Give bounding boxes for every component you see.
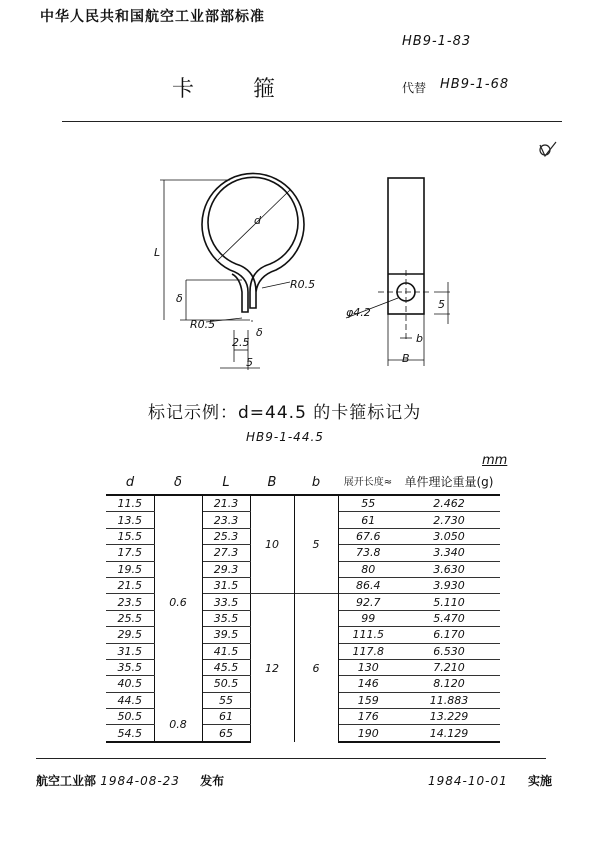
cell-weight: 2.462 bbox=[398, 495, 500, 512]
clamp-outer-outline bbox=[202, 173, 304, 308]
label-B: B bbox=[402, 352, 410, 365]
cell-length: 190 bbox=[338, 725, 398, 742]
cell-length: 61 bbox=[338, 512, 398, 528]
cell-weight: 6.530 bbox=[398, 643, 500, 659]
cell-d: 19.5 bbox=[106, 561, 154, 577]
label-2-5: 2.5 bbox=[232, 336, 250, 349]
cell-length: 130 bbox=[338, 659, 398, 675]
cell-d: 13.5 bbox=[106, 512, 154, 528]
header-delta: δ bbox=[154, 470, 202, 495]
cell-weight: 13.229 bbox=[398, 709, 500, 725]
effective-date: 1984-10-01 bbox=[428, 774, 508, 788]
cell-length: 73.8 bbox=[338, 545, 398, 561]
cell-L: 55 bbox=[202, 692, 250, 708]
cell-B-group: 10 bbox=[250, 495, 294, 594]
label-delta2: δ bbox=[256, 326, 263, 339]
cell-d: 35.5 bbox=[106, 659, 154, 675]
cell-b-group: 5 bbox=[294, 495, 338, 594]
footer-issue bbox=[36, 772, 224, 789]
label-d: d bbox=[254, 214, 261, 227]
cell-d: 23.5 bbox=[106, 594, 154, 610]
cell-L: 29.3 bbox=[202, 561, 250, 577]
header-weight: 单件理论重量(g) bbox=[398, 470, 500, 495]
header-L: L bbox=[202, 470, 250, 495]
effective-label: 实施 bbox=[527, 774, 552, 788]
label-L: L bbox=[154, 246, 161, 259]
cell-weight: 6.170 bbox=[398, 627, 500, 643]
cell-L: 23.3 bbox=[202, 512, 250, 528]
cell-weight: 5.470 bbox=[398, 610, 500, 626]
label-r2: R0.5 bbox=[190, 318, 216, 331]
cell-L: 45.5 bbox=[202, 659, 250, 675]
label-side5: 5 bbox=[438, 298, 445, 311]
label-hole: φ4.2 bbox=[346, 306, 371, 319]
cell-length: 92.7 bbox=[338, 594, 398, 610]
org-standard-heading: 中华人民共和国航空工业部部标准 bbox=[40, 9, 265, 25]
header-d: d bbox=[106, 470, 154, 495]
cell-length: 80 bbox=[338, 561, 398, 577]
marking-example-label: 标记示例：d=44.5 的卡箍标记为 bbox=[148, 403, 422, 423]
standard-number: HB9-1-83 bbox=[402, 34, 472, 49]
spec-table bbox=[106, 470, 500, 743]
cell-weight: 2.730 bbox=[398, 512, 500, 528]
cell-d: 29.5 bbox=[106, 627, 154, 643]
cell-L: 61 bbox=[202, 709, 250, 725]
replaces-label: 代替 bbox=[402, 81, 427, 95]
cell-L: 65 bbox=[202, 725, 250, 742]
cell-length: 86.4 bbox=[338, 577, 398, 593]
cell-weight: 11.883 bbox=[398, 692, 500, 708]
cell-L: 35.5 bbox=[202, 610, 250, 626]
cell-B-group: 12 bbox=[250, 594, 294, 742]
cell-weight: 5.110 bbox=[398, 594, 500, 610]
cell-L: 31.5 bbox=[202, 577, 250, 593]
header-rule bbox=[62, 121, 562, 122]
cell-d: 21.5 bbox=[106, 577, 154, 593]
issue-label: 发布 bbox=[200, 774, 225, 788]
header-unfolded-length: 展开长度≈ bbox=[338, 470, 398, 495]
cell-weight: 3.630 bbox=[398, 561, 500, 577]
cell-delta-group: 0.6 bbox=[154, 495, 202, 709]
cell-length: 111.5 bbox=[338, 627, 398, 643]
cell-d: 11.5 bbox=[106, 495, 154, 512]
header-b: b bbox=[294, 470, 338, 495]
cell-weight: 3.930 bbox=[398, 577, 500, 593]
cell-b-group: 6 bbox=[294, 594, 338, 742]
cell-d: 31.5 bbox=[106, 643, 154, 659]
cell-L: 50.5 bbox=[202, 676, 250, 692]
issue-date: 1984-08-23 bbox=[100, 774, 180, 788]
unit-label: mm bbox=[482, 453, 508, 468]
header-B: B bbox=[250, 470, 294, 495]
label-delta: δ bbox=[176, 292, 183, 305]
label-b: b bbox=[416, 332, 423, 345]
cell-length: 146 bbox=[338, 676, 398, 692]
cell-delta-group: 0.8 bbox=[154, 709, 202, 742]
cell-L: 39.5 bbox=[202, 627, 250, 643]
cell-d: 15.5 bbox=[106, 528, 154, 544]
replaces-code: HB9-1-68 bbox=[440, 77, 510, 92]
label-5: 5 bbox=[246, 356, 253, 369]
cell-L: 21.3 bbox=[202, 495, 250, 512]
cell-length: 176 bbox=[338, 709, 398, 725]
cell-d: 54.5 bbox=[106, 725, 154, 742]
cell-d: 44.5 bbox=[106, 692, 154, 708]
cell-d: 50.5 bbox=[106, 709, 154, 725]
footer-effective bbox=[428, 772, 552, 789]
label-r1: R0.5 bbox=[290, 278, 316, 291]
issuer: 航空工业部 bbox=[36, 774, 97, 788]
cell-weight: 14.129 bbox=[398, 725, 500, 742]
cell-L: 41.5 bbox=[202, 643, 250, 659]
cell-length: 55 bbox=[338, 495, 398, 512]
cell-L: 25.3 bbox=[202, 528, 250, 544]
footer-rule bbox=[36, 758, 546, 759]
cell-length: 99 bbox=[338, 610, 398, 626]
cell-length: 67.6 bbox=[338, 528, 398, 544]
clamp-drawing bbox=[150, 170, 450, 380]
cell-length: 117.8 bbox=[338, 643, 398, 659]
table-header-row bbox=[106, 470, 500, 495]
cell-weight: 8.120 bbox=[398, 676, 500, 692]
table-row bbox=[106, 495, 500, 512]
cell-length: 159 bbox=[338, 692, 398, 708]
page-title: 卡 箍 bbox=[172, 77, 301, 102]
cell-d: 25.5 bbox=[106, 610, 154, 626]
cell-d: 40.5 bbox=[106, 676, 154, 692]
cell-weight: 7.210 bbox=[398, 659, 500, 675]
cell-L: 27.3 bbox=[202, 545, 250, 561]
marking-example-code: HB9-1-44.5 bbox=[246, 430, 324, 444]
cell-d: 17.5 bbox=[106, 545, 154, 561]
cell-weight: 3.050 bbox=[398, 528, 500, 544]
cell-L: 33.5 bbox=[202, 594, 250, 610]
surface-roughness-icon bbox=[538, 140, 558, 158]
cell-weight: 3.340 bbox=[398, 545, 500, 561]
